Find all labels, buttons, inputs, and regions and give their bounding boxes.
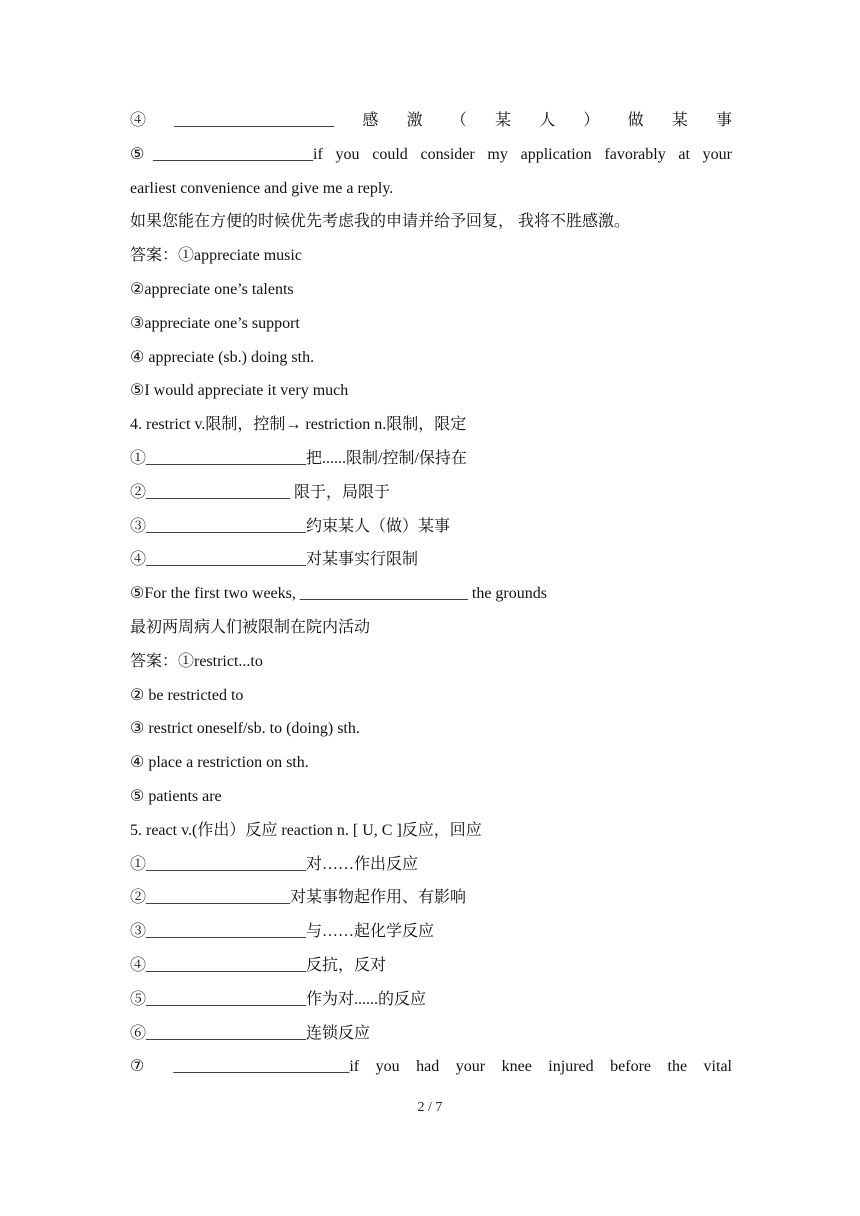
answer-line: ③appreciate one’s support <box>130 314 300 332</box>
document-body <box>130 104 732 1084</box>
exercise-line: ⑤____________________作为对......的反应 <box>130 990 427 1008</box>
exercise-line: ⑤____________________if you could consider my application favorably at your <box>130 145 732 163</box>
answer-line: ② be restricted to <box>130 686 244 704</box>
answer-line: ⑤ patients are <box>130 787 222 805</box>
section-heading: 5. react v.(作出）反应 reaction n. [ U, C ]反应，回应 <box>130 821 482 839</box>
answer-line: ④ place a restriction on sth. <box>130 754 309 772</box>
exercise-line: ⑦ ______________________if you had your knee injured before the vital <box>130 1058 732 1076</box>
answer-line: ⑤I would appreciate it very much <box>130 382 349 400</box>
exercise-line: ④____________________反抗，反对 <box>130 956 387 974</box>
exercise-line: ③____________________与……起化学反应 <box>130 923 435 941</box>
exercise-line: ⑤For the first two weeks, _____________________ the grounds <box>130 585 547 603</box>
exercise-line: ②__________________对某事物起作用、有影响 <box>130 889 467 907</box>
section-heading: 4. restrict v.限制，控制→ restriction n.限制，限定 <box>130 416 467 434</box>
answer-line: 答案：①restrict...to <box>130 652 263 670</box>
answer-line: 答案：①appreciate music <box>130 247 302 265</box>
exercise-line: ④____________________感激（某人）做某事 <box>130 112 732 129</box>
answer-line: ④ appreciate (sb.) doing sth. <box>130 348 315 366</box>
page-number: 2 / 7 <box>417 1100 443 1115</box>
translation-line: 最初两周病人们被限制在院内活动 <box>130 618 371 636</box>
exercise-line: ②__________________ 限于，局限于 <box>130 483 391 501</box>
exercise-line: ④____________________对某事实行限制 <box>130 551 419 569</box>
translation-line: 如果您能在方便的时候优先考虑我的申请并给予回复， 我将不胜感激。 <box>130 213 631 231</box>
exercise-line: earliest convenience and give me a reply. <box>130 179 394 197</box>
exercise-line: ①____________________对……作出反应 <box>130 855 419 873</box>
exercise-line: ①____________________把......限制/控制/保持在 <box>130 449 467 467</box>
exercise-line: ③____________________约束某人（做）某事 <box>130 517 451 535</box>
answer-line: ②appreciate one’s talents <box>130 280 294 298</box>
answer-line: ③ restrict oneself/sb. to (doing) sth. <box>130 720 360 738</box>
exercise-line: ⑥____________________连锁反应 <box>130 1024 371 1042</box>
